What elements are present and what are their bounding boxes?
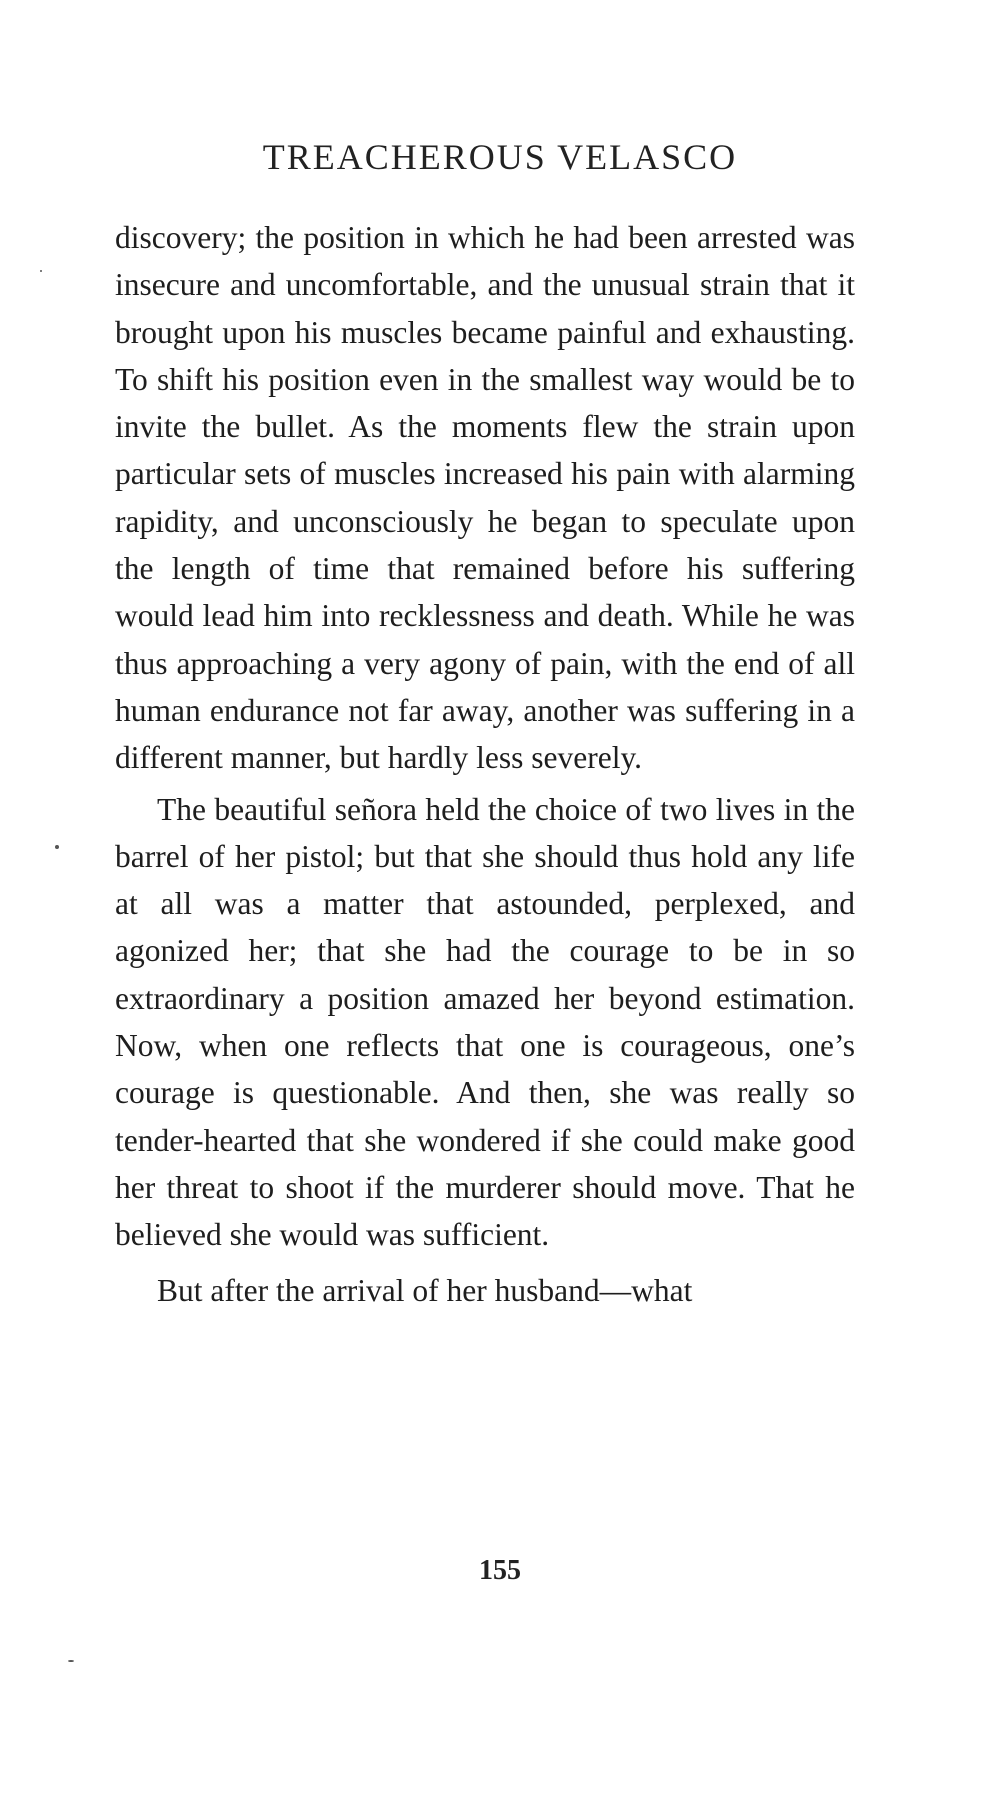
scan-speck — [68, 1660, 74, 1662]
paragraph-continued: discovery; the position in which he had been arrested was insecure and uncomfortable, and the unusual strain that it brought upon his muscles became painful and exhausting. To shift his position even in the smallest way would be to invite the bullet. As the moments flew the strain upon particular sets of muscles increased his pain with alarming rapidity, and unconsciously he began to speculate upon the length of time that remained before his suffering would lead him into recklessness and death. While he was thus approaching a very agony of pain, with the end of all human endurance not far away, another was suffering in a different manner, but hardly less severely. — [115, 220, 855, 776]
body-text — [115, 214, 855, 1314]
paragraph-senora: The beautiful señora held the choice of two lives in the barrel of her pistol; but that she should thus hold any life at all was a matter that astounded, perplexed, and agonized her; that she had the courage to be in so extraordinary a position amazed her beyond estimation. Now, when one reflects that one is courageous, one’s courage is questionable. And then, she was really so tender-hearted that she wondered if she could make good her threat to shoot if the murderer should move. That he believed she would was sufficient. — [115, 791, 855, 1253]
running-head: TREACHEROUS VELASCO — [262, 137, 738, 177]
page-number: 155 — [479, 1555, 521, 1586]
scan-speck — [40, 270, 42, 272]
paragraph-husband: But after the arrival of her husband—what — [157, 1272, 693, 1308]
scan-speck — [55, 845, 59, 849]
